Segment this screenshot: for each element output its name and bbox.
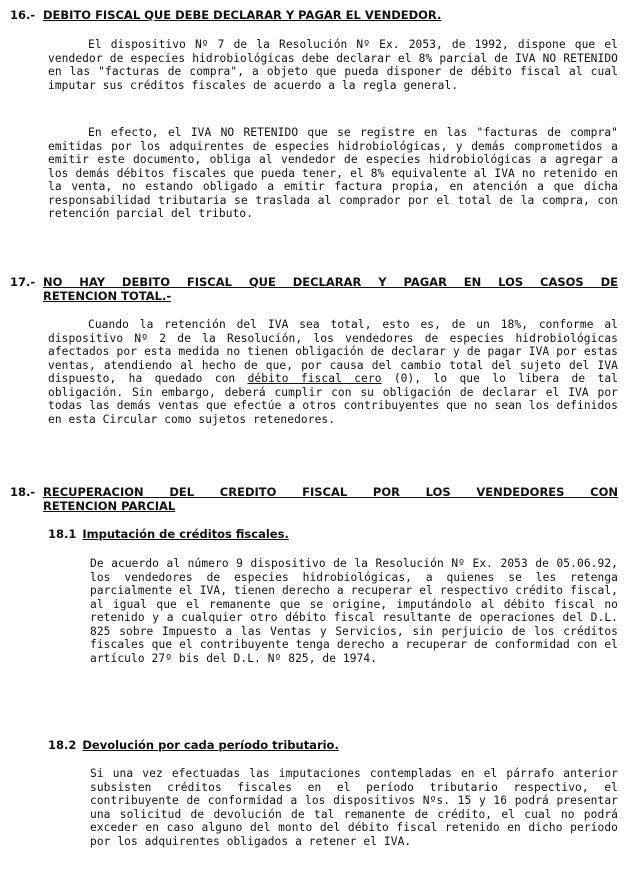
- section-17-title-line-2: RETENCION TOTAL.-: [43, 289, 172, 303]
- subsection-18-1-title: Imputación de créditos fiscales.: [82, 527, 289, 541]
- section-18-number: 18.-: [10, 485, 36, 499]
- subsection-18-2-heading: [48, 738, 608, 753]
- subsection-18-2-paragraph: Si una vez efectuadas las imputaciones contempladas en el párrafo anterior subsisten créditos fiscales en el período tributario respectivo, el contribuyente de conformidad a los dispositivos Nºs. 15 y 16 podrá presentar una solicitud de devolución de tal remanente de crédito, el cual no podrá exceder en caso alguno del monto del débito fiscal retenido en dicho período por los adquirentes obligados a retener el IVA.: [90, 767, 618, 848]
- section-16-paragraph-1: El dispositivo Nº 7 de la Resolución Nº Ex. 2053, de 1992, dispone que el vendedor de especies hidrobiológicas debe declarar el 8% parcial de IVA NO RETENIDO en las "facturas de compra", a objeto que pueda disponer de débito fiscal al cual imputar sus créditos fiscales de acuerdo a la regla general.: [48, 38, 618, 92]
- section-16-number: 16.-: [10, 8, 36, 22]
- section-17-title-line-1: NO HAY DEBITO FISCAL QUE DECLARAR Y PAGAR EN LOS CASOS DE: [43, 275, 618, 289]
- section-18-title-line-2: RETENCION PARCIAL: [43, 499, 176, 513]
- section-17-paragraph: [48, 318, 618, 426]
- debito-fiscal-cero-text: débito fiscal cero: [247, 372, 382, 385]
- section-18-title-line-1: RECUPERACION DEL CREDITO FISCAL POR LOS VENDEDORES CON: [43, 485, 618, 499]
- section-16-title: DEBITO FISCAL QUE DEBE DECLARAR Y PAGAR EL VENDEDOR.: [43, 8, 442, 22]
- section-17-heading: [10, 275, 620, 305]
- section-16-paragraph-2: En efecto, el IVA NO RETENIDO que se registre en las "facturas de compra" emitidas por los adquirentes de especies hidrobiológicas, y demás comprometidos a emitir este documento, obliga al vendedor de especies hidrobiológicas a agregar a los demás débitos fiscales que pueda tener, el 8% equivalente al IVA no retenido en la venta, no estando obligado a emitir factura propia, en atención a que dicha responsabilidad tributaria se traslada al comprador por el total de la compra, con retención parcial del tributo.: [48, 126, 618, 220]
- section-17-number: 17.-: [10, 275, 36, 289]
- subsection-18-1-number: 18.1: [48, 527, 77, 541]
- section-17-text-a: Cuando la retención del IVA sea total, esto es, de un 18%, conforme al dispositivo Nº 2 de la Resolución, los vendedores de especies hidrobiológicas afectados por esta medida no tienen obligación de declarar y de pagar IVA por estas ventas, atendiendo al hecho de que, por causa del cambio total del sujeto del IVA dispuesto, ha quedado con: [48, 318, 618, 385]
- section-17-text-b: (0), lo que lo libera de tal obligación. Sin embargo, deberá cumplir con su obligación de declarar el IVA por todas las demás ventas que efectúe a otros contribuyentes que no sean los definidos en esta Circular como sujetos retenedores.: [48, 372, 618, 426]
- subsection-18-1-heading: [48, 527, 608, 542]
- section-16-heading: [10, 8, 610, 24]
- section-18-heading: [10, 485, 620, 515]
- subsection-18-2-number: 18.2: [48, 738, 77, 752]
- subsection-18-1-paragraph: De acuerdo al número 9 dispositivo de la Resolución Nº Ex. 2053 de 05.06.92, los vendedores de especies hidrobiológicas, a quienes se les retenga parcialmente el IVA, tienen derecho a recuperar el respectivo crédito fiscal, al igual que el remanente que se origine, imputándolo al débito fiscal no retenido y a cualquier otro débito fiscal resultante de operaciones del D.L. 825 sobre Impuesto a las Ventas y Servicios, sin perjuicio de los créditos fiscales que el contribuyente tenga derecho a recuperar de conformidad con el artículo 27º bis del D.L. Nº 825, de 1974.: [90, 557, 618, 665]
- subsection-18-2-title: Devolución por cada período tributario.: [82, 738, 339, 752]
